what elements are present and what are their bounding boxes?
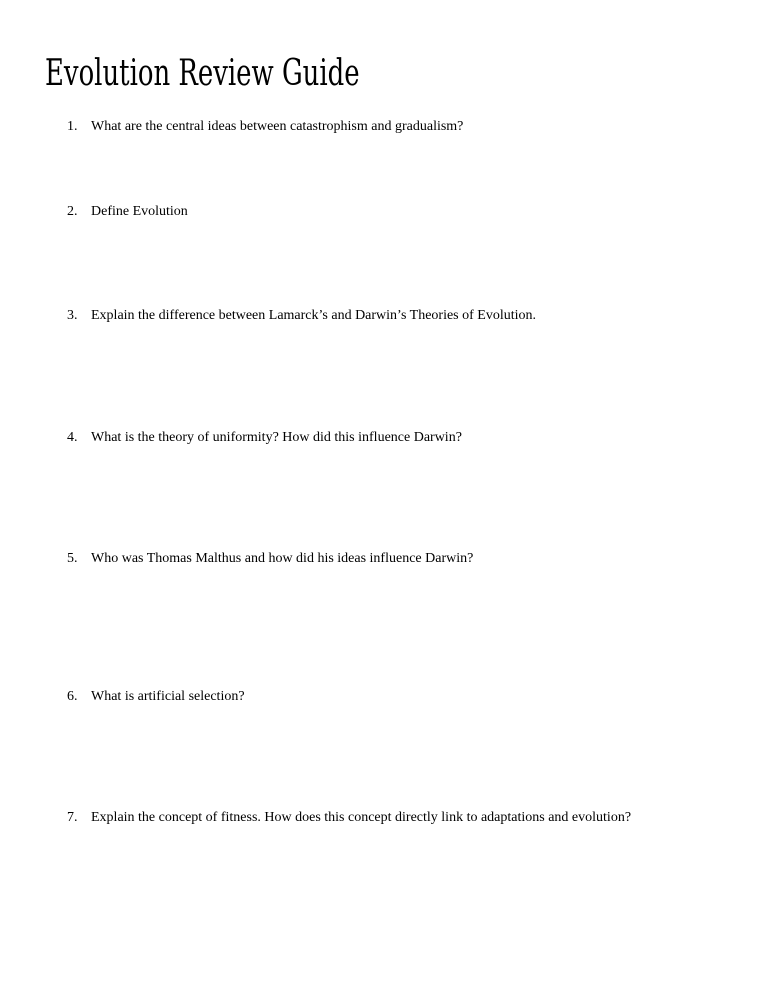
question-item-4 [67, 429, 462, 447]
question-text: Who was Thomas Malthus and how did his ideas influence Darwin? [91, 551, 474, 566]
question-text: Define Evolution [91, 204, 188, 219]
question-item-2 [67, 203, 188, 221]
question-text: Explain the difference between Lamarck’s and Darwin’s Theories of Evolution. [91, 308, 536, 323]
question-item-3 [67, 307, 536, 325]
page-title: Evolution Review Guide [45, 53, 360, 94]
question-number: 7. [67, 810, 78, 825]
question-text: What are the central ideas between catastrophism and gradualism? [91, 119, 464, 134]
question-number: 2. [67, 204, 78, 219]
question-item-5 [67, 550, 473, 568]
question-item-1 [67, 118, 463, 136]
question-text: What is artificial selection? [91, 689, 245, 704]
question-text: Explain the concept of fitness. How does this concept directly link to adaptations and evolution? [91, 810, 632, 825]
question-item-6 [67, 688, 245, 706]
question-item-7 [67, 809, 631, 827]
question-number: 4. [67, 430, 78, 445]
question-number: 3. [67, 308, 78, 323]
question-number: 6. [67, 689, 78, 704]
question-text: What is the theory of uniformity? How did this influence Darwin? [91, 430, 462, 445]
question-number: 5. [67, 551, 78, 566]
question-number: 1. [67, 119, 78, 134]
